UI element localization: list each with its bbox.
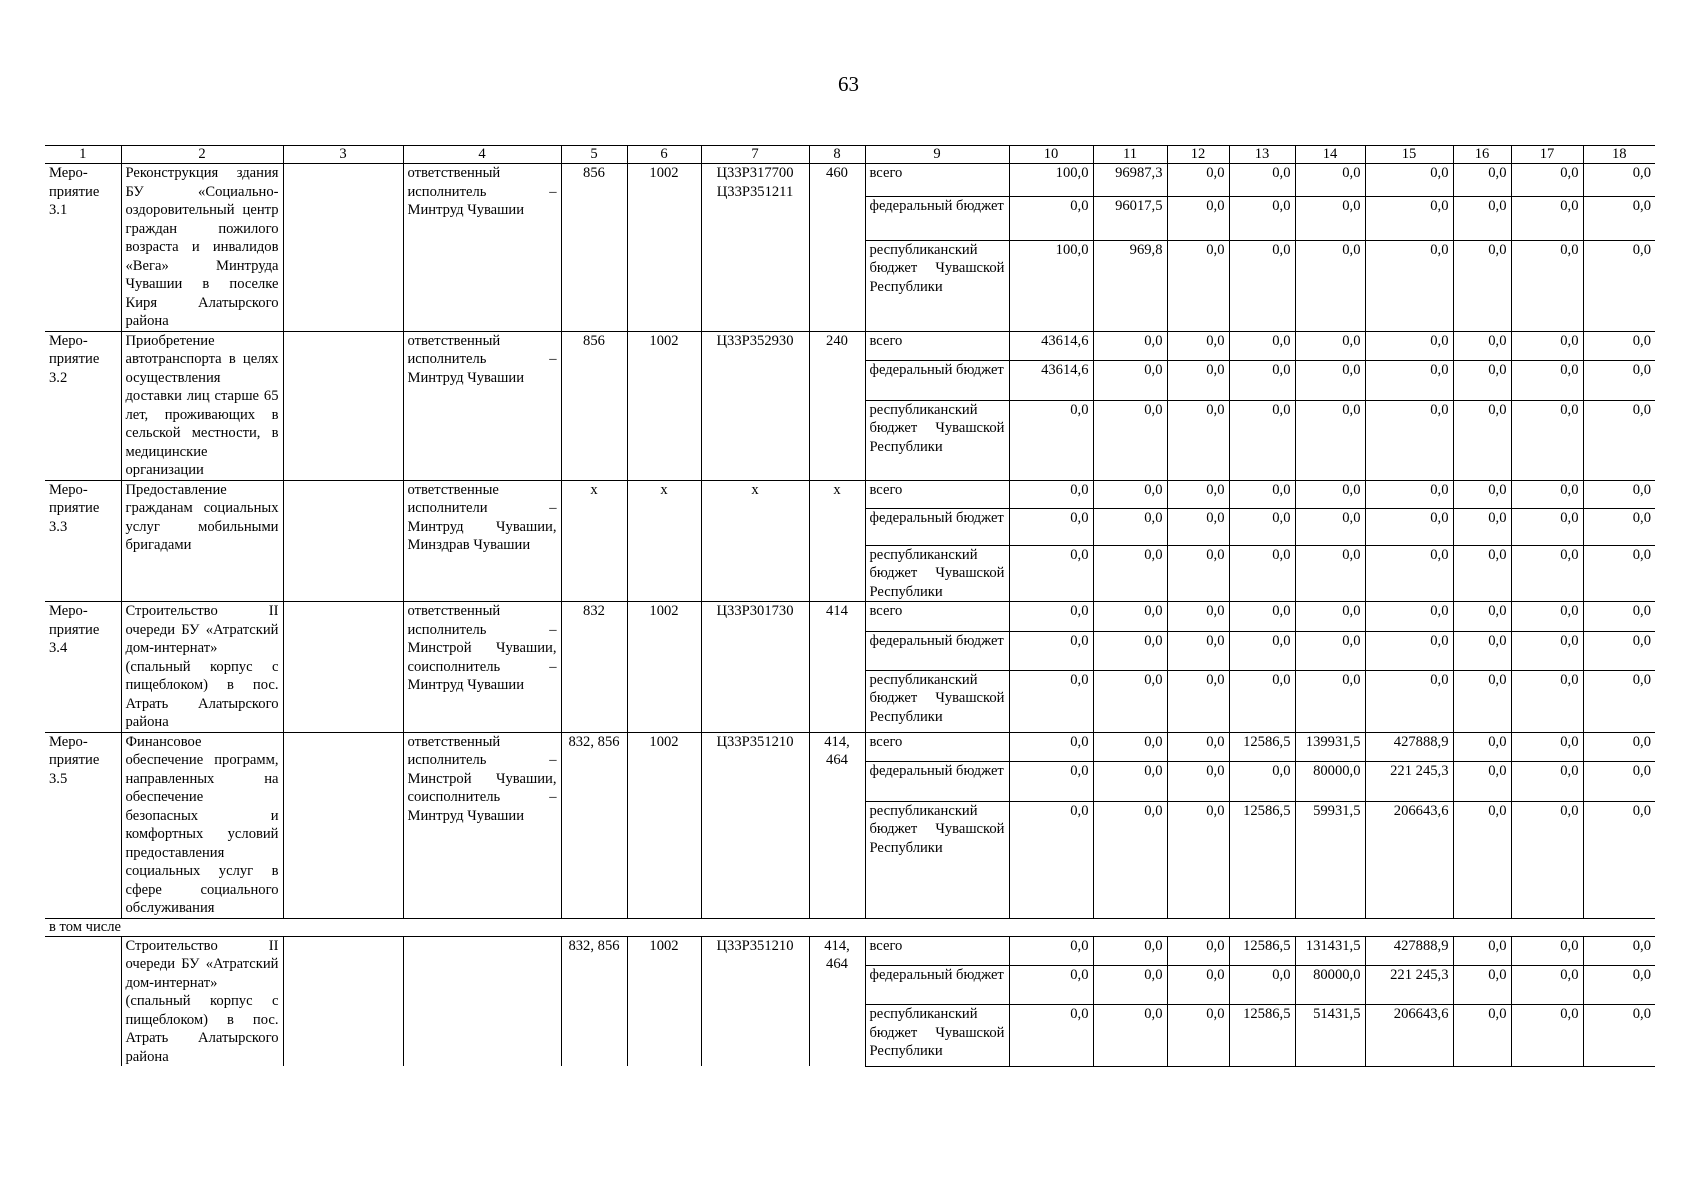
amount-cell: 0,0 [1583,164,1655,197]
amount-cell: 12586,5 [1229,801,1295,918]
funding-source: федеральный бюджет [865,966,1009,1005]
amount-cell: 0,0 [1453,801,1511,918]
amount-cell: 0,0 [1365,400,1453,480]
measure-col3 [283,164,403,332]
amount-cell: 0,0 [1365,331,1453,361]
funding-source: республиканский бюджет Чувашской Республики [865,670,1009,732]
amount-cell: 0,0 [1093,1005,1167,1066]
amount-cell: 0,0 [1009,602,1093,632]
amount-cell: 0,0 [1009,631,1093,670]
amount-cell: 0,0 [1365,602,1453,632]
amount-cell: 0,0 [1229,480,1295,508]
amount-cell: 0,0 [1229,762,1295,801]
amount-cell: 0,0 [1009,400,1093,480]
amount-cell: 0,0 [1453,361,1511,400]
amount-cell: 0,0 [1365,240,1453,331]
amount-cell: 0,0 [1511,545,1583,602]
amount-cell: 0,0 [1093,631,1167,670]
measure-vr: 414 [809,602,865,733]
measure-id [45,936,121,1066]
amount-cell: 0,0 [1167,240,1229,331]
funding-source: федеральный бюджет [865,508,1009,545]
amount-cell: 0,0 [1229,966,1295,1005]
column-number: 17 [1511,146,1583,164]
amount-cell: 12586,5 [1229,936,1295,966]
measure-rzpr: 1002 [627,936,701,1066]
measure-name: Реконструкция здания БУ «Социально-оздоровительный центр граждан пожилого возраста и инвалидов «Вега» Минтруда Чувашии в поселке Киря Алатырского района [121,164,283,332]
measure-grbs: 832, 856 [561,936,627,1066]
measure-grbs: 856 [561,164,627,332]
amount-cell: 96987,3 [1093,164,1167,197]
funding-source: всего [865,602,1009,632]
amount-cell: 0,0 [1511,1005,1583,1066]
amount-cell: 0,0 [1453,936,1511,966]
amount-cell: 427888,9 [1365,732,1453,762]
amount-cell: 0,0 [1511,331,1583,361]
page-number: 63 [838,72,859,96]
amount-cell: 0,0 [1583,762,1655,801]
measure-name: Строительство II очереди БУ «Атратский дом-интернат» (спальный корпус с пищеблоком) в пос. Атрать Алатырского района [121,936,283,1066]
measure-csr: Ц33Р352930 [701,331,809,480]
amount-cell: 0,0 [1295,508,1365,545]
amount-cell: 0,0 [1167,164,1229,197]
amount-cell: 0,0 [1093,480,1167,508]
amount-cell: 0,0 [1511,966,1583,1005]
amount-cell: 427888,9 [1365,936,1453,966]
measure-executor: ответственный исполнитель – Минстрой Чувашии, соисполнитель – Минтруд Чувашии [403,732,561,918]
measure-grbs: 832, 856 [561,732,627,918]
amount-cell: 0,0 [1583,670,1655,732]
amount-cell: 0,0 [1093,400,1167,480]
funding-source: республиканский бюджет Чувашской Республики [865,1005,1009,1066]
amount-cell: 0,0 [1583,480,1655,508]
amount-cell: 0,0 [1093,670,1167,732]
measure-name: Строительство II очереди БУ «Атратский дом-интернат» (спальный корпус с пищеблоком) в пос. Атрать Алатырского района [121,602,283,733]
amount-cell: 100,0 [1009,164,1093,197]
amount-cell: 0,0 [1583,240,1655,331]
measure-id: Меро-приятие 3.2 [45,331,121,480]
amount-cell: 0,0 [1453,197,1511,241]
amount-cell: 0,0 [1583,966,1655,1005]
measure-id: Меро-приятие 3.3 [45,480,121,602]
amount-cell: 0,0 [1583,361,1655,400]
column-number: 10 [1009,146,1093,164]
amount-cell: 0,0 [1093,508,1167,545]
amount-cell: 0,0 [1453,400,1511,480]
amount-cell: 51431,5 [1295,1005,1365,1066]
amount-cell: 0,0 [1009,801,1093,918]
amount-cell: 0,0 [1229,240,1295,331]
amount-cell: 0,0 [1167,762,1229,801]
amount-cell: 0,0 [1365,508,1453,545]
measure-grbs: 832 [561,602,627,733]
amount-cell: 0,0 [1453,732,1511,762]
table-row [45,602,1655,632]
measure-rzpr: 1002 [627,602,701,733]
table-row [45,732,1655,762]
amount-cell: 0,0 [1453,631,1511,670]
amount-cell: 0,0 [1295,545,1365,602]
funding-source: федеральный бюджет [865,631,1009,670]
measure-executor: ответственный исполнитель – Минстрой Чувашии, соисполнитель – Минтруд Чувашии [403,602,561,733]
amount-cell: 0,0 [1229,545,1295,602]
amount-cell: 0,0 [1511,936,1583,966]
amount-cell: 0,0 [1167,508,1229,545]
amount-cell: 0,0 [1009,480,1093,508]
amount-cell: 0,0 [1229,631,1295,670]
measure-executor: ответственные исполнители – Минтруд Чувашии, Минздрав Чувашии [403,480,561,602]
amount-cell: 0,0 [1229,508,1295,545]
amount-cell: 0,0 [1365,670,1453,732]
amount-cell: 0,0 [1229,361,1295,400]
measure-executor [403,936,561,1066]
amount-cell: 0,0 [1511,801,1583,918]
measure-name: Предоставление гражданам социальных услуг мобильными бригадами [121,480,283,602]
amount-cell: 0,0 [1093,545,1167,602]
measure-rzpr: 1002 [627,732,701,918]
column-number: 7 [701,146,809,164]
measure-grbs: x [561,480,627,602]
funding-source: республиканский бюджет Чувашской Республики [865,240,1009,331]
amount-cell: 0,0 [1365,197,1453,241]
amount-cell: 80000,0 [1295,966,1365,1005]
amount-cell: 0,0 [1295,480,1365,508]
amount-cell: 0,0 [1167,480,1229,508]
amount-cell: 0,0 [1295,164,1365,197]
column-number: 6 [627,146,701,164]
amount-cell: 0,0 [1365,361,1453,400]
amount-cell: 100,0 [1009,240,1093,331]
measure-csr: x [701,480,809,602]
column-number: 8 [809,146,865,164]
amount-cell: 0,0 [1453,545,1511,602]
amount-cell: 0,0 [1583,1005,1655,1066]
amount-cell: 0,0 [1009,966,1093,1005]
measure-col3 [283,732,403,918]
measure-id: Меро-приятие 3.1 [45,164,121,332]
amount-cell: 0,0 [1453,762,1511,801]
amount-cell: 0,0 [1167,545,1229,602]
funding-source: федеральный бюджет [865,197,1009,241]
measure-vr: x [809,480,865,602]
amount-cell: 59931,5 [1295,801,1365,918]
amount-cell: 0,0 [1453,508,1511,545]
funding-source: всего [865,732,1009,762]
amount-cell: 0,0 [1229,197,1295,241]
amount-cell: 0,0 [1167,602,1229,632]
amount-cell: 0,0 [1365,545,1453,602]
amount-cell: 0,0 [1167,966,1229,1005]
amount-cell: 221 245,3 [1365,966,1453,1005]
measure-col3 [283,480,403,602]
measure-vr: 460 [809,164,865,332]
column-number: 3 [283,146,403,164]
measure-id: Меро-приятие 3.5 [45,732,121,918]
measure-executor: ответственный исполнитель – Минтруд Чувашии [403,164,561,332]
amount-cell: 0,0 [1093,966,1167,1005]
amount-cell: 0,0 [1229,164,1295,197]
amount-cell: 12586,5 [1229,732,1295,762]
amount-cell: 0,0 [1583,732,1655,762]
amount-cell: 0,0 [1365,631,1453,670]
funding-source: федеральный бюджет [865,762,1009,801]
column-number: 5 [561,146,627,164]
amount-cell: 0,0 [1093,762,1167,801]
funding-source: республиканский бюджет Чувашской Республики [865,801,1009,918]
amount-cell: 0,0 [1167,361,1229,400]
amount-cell: 206643,6 [1365,1005,1453,1066]
measure-col3 [283,331,403,480]
amount-cell: 0,0 [1009,762,1093,801]
column-number: 12 [1167,146,1229,164]
amount-cell: 0,0 [1093,732,1167,762]
amount-cell: 0,0 [1167,732,1229,762]
table-row [45,331,1655,361]
amount-cell: 43614,6 [1009,331,1093,361]
amount-cell: 0,0 [1167,670,1229,732]
amount-cell: 0,0 [1453,670,1511,732]
funding-source: федеральный бюджет [865,361,1009,400]
column-number: 14 [1295,146,1365,164]
amount-cell: 0,0 [1583,631,1655,670]
amount-cell: 0,0 [1167,400,1229,480]
amount-cell: 0,0 [1167,631,1229,670]
amount-cell: 139931,5 [1295,732,1365,762]
amount-cell: 0,0 [1511,197,1583,241]
amount-cell: 80000,0 [1295,762,1365,801]
including-label: в том числе [45,918,1655,936]
measure-rzpr: 1002 [627,331,701,480]
amount-cell: 0,0 [1009,545,1093,602]
amount-cell: 0,0 [1511,400,1583,480]
amount-cell: 0,0 [1583,508,1655,545]
amount-cell: 96017,5 [1093,197,1167,241]
funding-source: всего [865,331,1009,361]
amount-cell: 0,0 [1009,1005,1093,1066]
amount-cell: 0,0 [1511,240,1583,331]
measure-csr: Ц33Р351210 [701,936,809,1066]
table-row [45,480,1655,508]
amount-cell: 0,0 [1009,936,1093,966]
funding-source: всего [865,936,1009,966]
funding-source: всего [865,480,1009,508]
amount-cell: 0,0 [1295,631,1365,670]
amount-cell: 0,0 [1365,164,1453,197]
column-number: 4 [403,146,561,164]
amount-cell: 0,0 [1167,1005,1229,1066]
amount-cell: 0,0 [1511,670,1583,732]
amount-cell: 0,0 [1229,400,1295,480]
amount-cell: 0,0 [1093,801,1167,918]
amount-cell: 0,0 [1511,732,1583,762]
amount-cell: 0,0 [1583,545,1655,602]
amount-cell: 0,0 [1583,400,1655,480]
amount-cell: 0,0 [1583,936,1655,966]
amount-cell: 12586,5 [1229,1005,1295,1066]
amount-cell: 221 245,3 [1365,762,1453,801]
column-number: 16 [1453,146,1511,164]
including-row [45,918,1655,936]
amount-cell: 969,8 [1093,240,1167,331]
amount-cell: 0,0 [1511,508,1583,545]
amount-cell: 0,0 [1511,361,1583,400]
amount-cell: 0,0 [1093,361,1167,400]
column-number: 1 [45,146,121,164]
table-row [45,936,1655,966]
amount-cell: 0,0 [1295,400,1365,480]
amount-cell: 0,0 [1453,602,1511,632]
amount-cell: 0,0 [1009,508,1093,545]
budget-table [45,145,1655,1067]
amount-cell: 0,0 [1009,670,1093,732]
amount-cell: 0,0 [1453,480,1511,508]
amount-cell: 206643,6 [1365,801,1453,918]
measure-name: Приобретение автотранспорта в целях осуществления доставки лиц старше 65 лет, проживающих в сельской местности, в медицинские организации [121,331,283,480]
measure-grbs: 856 [561,331,627,480]
funding-source: республиканский бюджет Чувашской Республики [865,545,1009,602]
amount-cell: 0,0 [1295,602,1365,632]
amount-cell: 0,0 [1511,631,1583,670]
amount-cell: 0,0 [1229,602,1295,632]
amount-cell: 0,0 [1453,1005,1511,1066]
measure-col3 [283,936,403,1066]
measure-csr: Ц33Р317700 Ц33Р351211 [701,164,809,332]
column-number: 2 [121,146,283,164]
amount-cell: 0,0 [1511,480,1583,508]
amount-cell: 0,0 [1511,762,1583,801]
amount-cell: 0,0 [1511,164,1583,197]
amount-cell: 0,0 [1453,164,1511,197]
amount-cell: 0,0 [1295,331,1365,361]
column-number: 11 [1093,146,1167,164]
amount-cell: 0,0 [1453,966,1511,1005]
amount-cell: 0,0 [1295,361,1365,400]
amount-cell: 0,0 [1229,670,1295,732]
amount-cell: 0,0 [1365,480,1453,508]
column-number: 18 [1583,146,1655,164]
amount-cell: 0,0 [1583,602,1655,632]
amount-cell: 0,0 [1295,670,1365,732]
amount-cell: 0,0 [1167,936,1229,966]
column-number: 15 [1365,146,1453,164]
amount-cell: 0,0 [1295,240,1365,331]
amount-cell: 0,0 [1093,602,1167,632]
amount-cell: 0,0 [1009,197,1093,241]
measure-vr: 414, 464 [809,936,865,1066]
amount-cell: 0,0 [1093,936,1167,966]
amount-cell: 0,0 [1295,197,1365,241]
amount-cell: 0,0 [1453,240,1511,331]
funding-source: республиканский бюджет Чувашской Республики [865,400,1009,480]
amount-cell: 0,0 [1167,801,1229,918]
amount-cell: 0,0 [1167,331,1229,361]
amount-cell: 0,0 [1583,801,1655,918]
measure-csr: Ц33Р301730 [701,602,809,733]
measure-id: Меро-приятие 3.4 [45,602,121,733]
measure-rzpr: 1002 [627,164,701,332]
funding-source: всего [865,164,1009,197]
amount-cell: 131431,5 [1295,936,1365,966]
table-row [45,164,1655,197]
amount-cell: 0,0 [1167,197,1229,241]
measure-name: Финансовое обеспечение программ, направленных на обеспечение безопасных и комфортных условий предоставления социальных услуг в сфере социального обслуживания [121,732,283,918]
column-number-row [45,146,1655,164]
amount-cell: 0,0 [1583,331,1655,361]
measure-csr: Ц33Р351210 [701,732,809,918]
amount-cell: 0,0 [1511,602,1583,632]
amount-cell: 43614,6 [1009,361,1093,400]
measure-vr: 414, 464 [809,732,865,918]
measure-executor: ответственный исполнитель – Минтруд Чувашии [403,331,561,480]
measure-col3 [283,602,403,733]
amount-cell: 0,0 [1009,732,1093,762]
measure-vr: 240 [809,331,865,480]
column-number: 13 [1229,146,1295,164]
amount-cell: 0,0 [1453,331,1511,361]
measure-rzpr: x [627,480,701,602]
amount-cell: 0,0 [1229,331,1295,361]
column-number: 9 [865,146,1009,164]
amount-cell: 0,0 [1583,197,1655,241]
amount-cell: 0,0 [1093,331,1167,361]
